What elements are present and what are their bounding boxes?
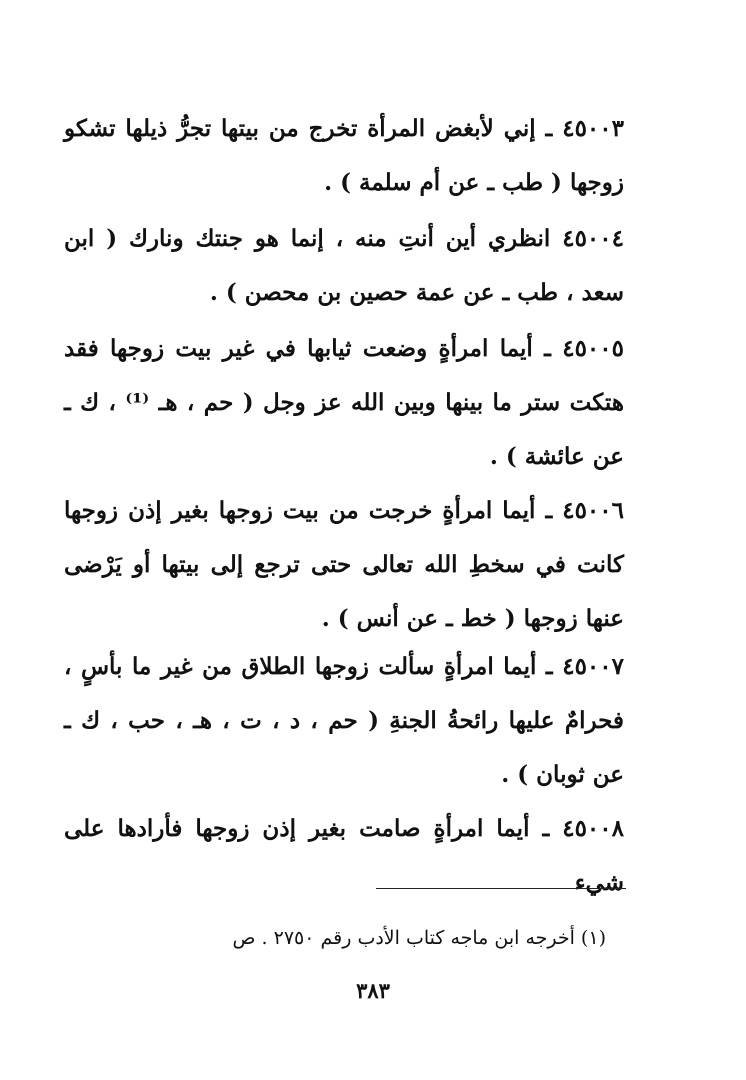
hadith-entry: [64, 802, 624, 910]
hadith-number: ٤٥٠٠٦: [562, 497, 624, 524]
footnote: (١) أخرجه ابن ماجه كتاب الأدب رقم ٢٧٥٠ . ص: [232, 927, 606, 949]
hadith-entry: [64, 640, 624, 802]
hadith-entry: [64, 322, 624, 484]
hadith-text: ـ أيما امرأةٍ سألت زوجها الطلاق من غير ما بأسٍ ، فحرامٌ عليها رائحةُ الجنةِ ( حم ، د ، ت ، هـ ، حب ، ك ـ عن ثوبان ) .: [64, 653, 624, 788]
hadith-text: ـ إني لأبغض المرأة تخرج من بيتها تجرُّ ذيلها تشكو زوجها ( طب ـ عن أم سلمة ) .: [64, 115, 624, 196]
hadith-number: ٤٥٠٠٧: [562, 653, 624, 680]
hadith-text: انظري أين أنتِ منه ، إنما هو جنتك ونارك ( ابن سعد ، طب ـ عن عمة حصين بن محصن ) .: [64, 225, 624, 306]
page-number: ٣٨٣: [356, 978, 390, 1003]
hadith-entry: [64, 484, 624, 646]
hadith-entry: [64, 212, 624, 320]
hadith-number: ٤٥٠٠٣: [562, 115, 624, 142]
footnote-divider: [376, 888, 626, 889]
hadith-number: ٤٥٠٠٥: [562, 335, 624, 362]
hadith-number: ٤٥٠٠٨: [562, 815, 624, 842]
hadith-entry: [64, 102, 624, 210]
hadith-text: ـ أيما امرأةٍ وضعت ثيابها في غير بيت زوجها فقد هتكت ستر ما بينها وبين الله عز وجل ( حم ، هـ ⁽¹⁾ ، ك ـ عن عائشة ) .: [64, 335, 624, 470]
hadith-text: ـ أيما امرأةٍ صامت بغير إذن زوجها فأرادها على شيء: [64, 815, 624, 896]
hadith-number: ٤٥٠٠٤: [562, 225, 624, 252]
hadith-text: ـ أيما امرأةٍ خرجت من بيت زوجها بغير إذن زوجها كانت في سخطِ الله تعالى حتى ترجع إلى بيتها أو يَرْضى عنها زوجها ( خط ـ عن أنس ) .: [64, 497, 624, 632]
